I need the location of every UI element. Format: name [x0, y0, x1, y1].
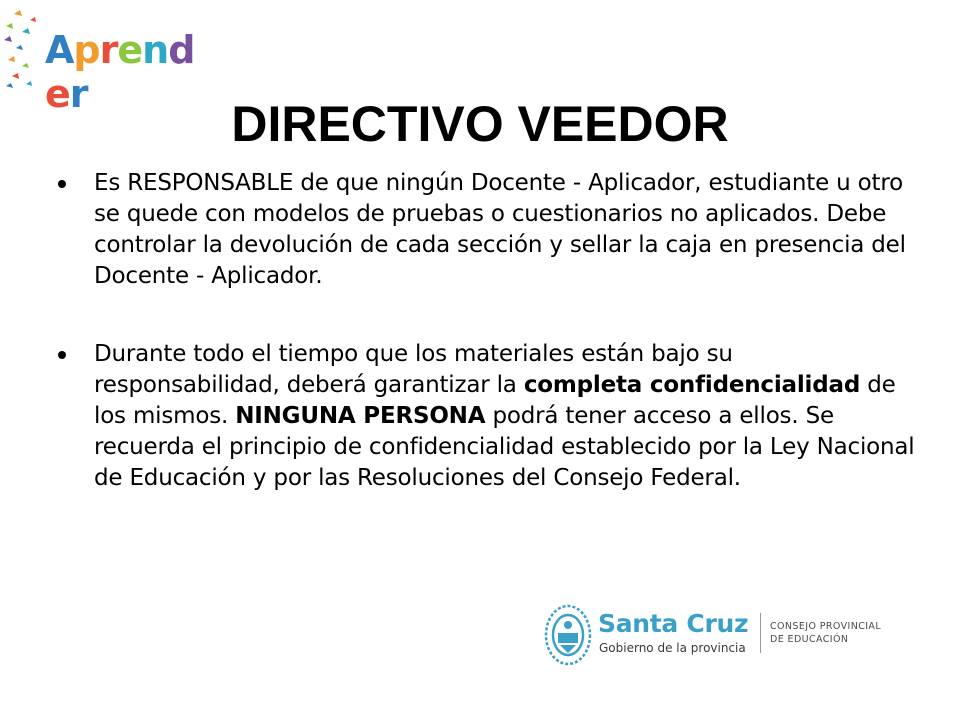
slide-title: DIRECTIVO VEEDOR	[231, 95, 729, 152]
bullet-emphasis: completa confidencialidad	[523, 372, 861, 398]
bullet-dot-icon	[58, 351, 66, 359]
council-line-2: DE EDUCACIÓN	[770, 634, 849, 645]
aprender-letter: r	[69, 72, 88, 116]
aprender-letter: d	[168, 28, 195, 72]
council-line-1: CONSEJO PROVINCIAL	[770, 621, 882, 632]
santa-cruz-logo	[544, 603, 904, 671]
aprender-letter: p	[73, 28, 100, 72]
bullet-text: Durante todo el tiempo que los materiales están bajo su responsabilidad, deberá garantizar la	[94, 341, 733, 398]
bullet-text: Es RESPONSABLE de que ningún Docente - Aplicador, estudiante u otro se quede con modelos de pruebas o cuestionarios no aplicados. Debe controlar la devolución de cada sección y sellar la caja en presencia del Docente - Aplicador.	[94, 170, 906, 289]
butterfly-swarm-icon	[0, 8, 48, 98]
aprender-letter: e	[45, 72, 70, 116]
aprender-letter: r	[99, 28, 118, 72]
santa-cruz-name: Santa Cruz	[598, 609, 749, 638]
bullet-list	[58, 168, 920, 494]
aprender-letter: n	[142, 28, 169, 72]
bullet-item	[58, 168, 920, 292]
bullet-dot-icon	[58, 180, 66, 188]
santa-cruz-subtitle: Gobierno de la provincia	[599, 641, 746, 655]
aprender-logo	[0, 8, 200, 116]
logo-divider	[760, 613, 761, 653]
council-name	[770, 620, 881, 646]
aprender-letter: e	[117, 28, 143, 72]
bullet-text: podrá tener acceso a ellos. Se recuerda el principio de confidencialidad establecido por la Ley Nacional de Educación y por las Resoluciones del Consejo Federal.	[94, 403, 915, 491]
bullet-text: de los mismos.	[94, 372, 896, 429]
aprender-letter: A	[45, 28, 74, 72]
bullet-emphasis: NINGUNA PERSONA	[235, 403, 486, 429]
provincial-seal-icon	[544, 603, 592, 667]
bullet-item	[58, 339, 920, 494]
